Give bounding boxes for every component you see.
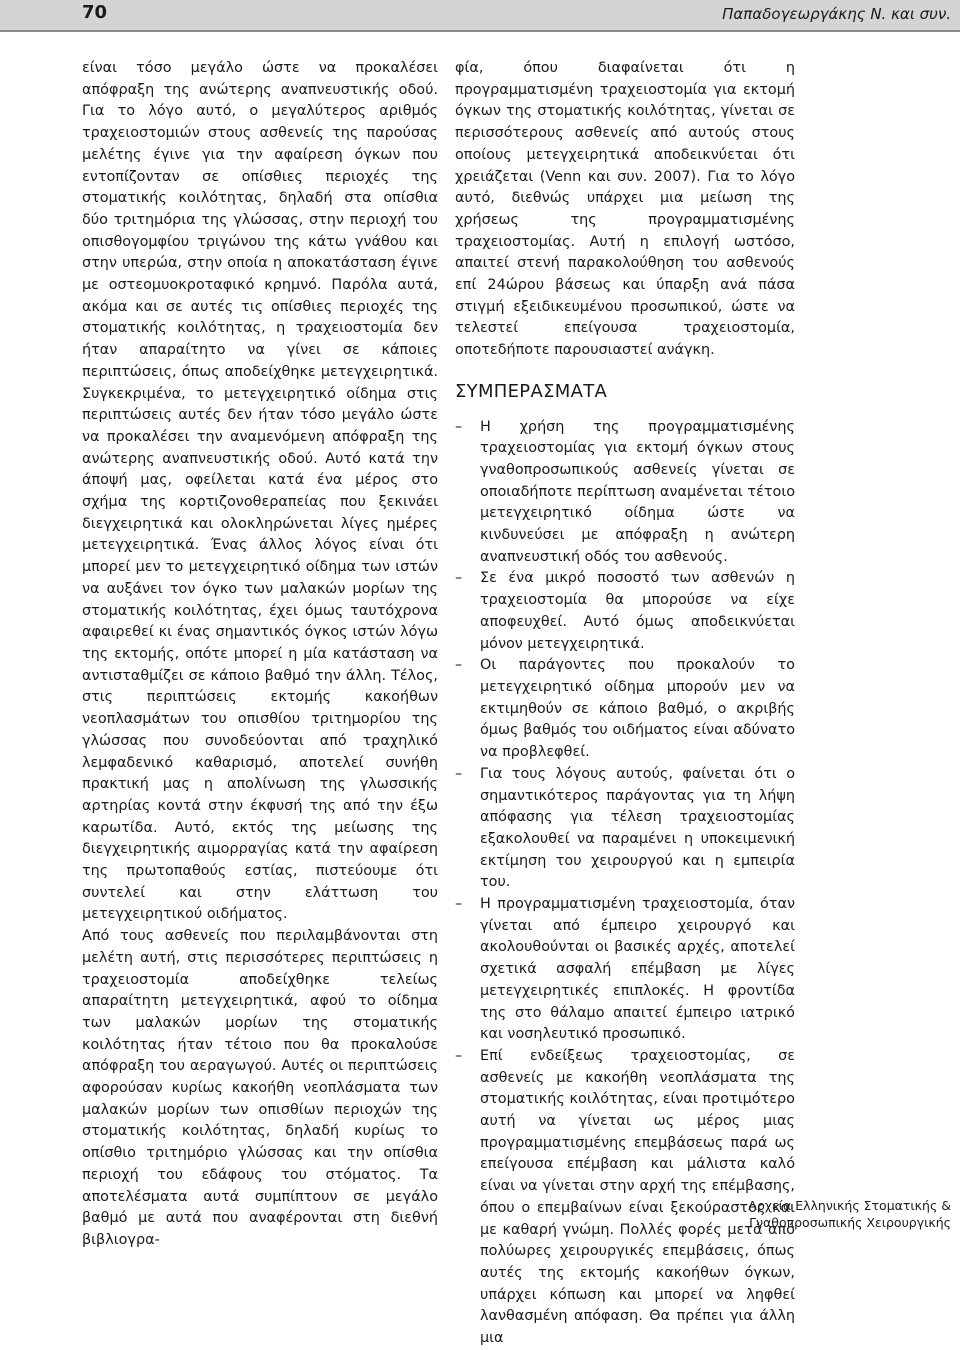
- conclusion-item: [455, 655, 795, 764]
- running-head: Παπαδογεωργάκης Ν. και συν.: [722, 5, 951, 23]
- conclusions-list: [455, 417, 795, 1350]
- conclusion-text: Για τους λόγους αυτούς, φαίνεται ότι ο σημαντικότερος παράγοντας για τη λήψη απόφασης για τέλεση τραχειοστομίας εξακολουθεί να παραμένει η υποκειμενική εκτίμηση του χειρουργού και η εμπειρία του.: [480, 765, 795, 891]
- journal-name-line-1: Αρχεία Ελληνικής Στοματικής &: [748, 1198, 951, 1213]
- conclusion-item: [455, 417, 795, 569]
- left-column: [82, 58, 438, 1252]
- conclusion-text: Η προγραμματισμένη τραχειοστομία, όταν γίνεται από έμπειρο χειρουργό και ακολουθούνται οι βασικές αρχές, αποτελεί σχετικά ασφαλή επέμβαση με λίγες μετεγχειρητικές επιπλοκές. Η φροντίδα της στο θάλαμο απαιτεί έμπειρο ιατρικό και νοσηλευτικό προσωπικό.: [480, 896, 795, 1043]
- right-column: [455, 58, 795, 1350]
- conclusion-text: Η χρήση της προγραμματισμένης τραχειοστομίας για εκτομή όγκων στους γναθοπροσωπικούς ασθενείς γίνεται σε οποιαδήποτε περίπτωση αναμένεται τέτοιο μετεγχειρητικό οίδημα ώστε να κινδυνεύσει με απόφραξη η ανώτερη αναπνευστική οδός του ασθενούς.: [480, 418, 795, 565]
- journal-footer: [748, 1197, 951, 1231]
- body-paragraph: Από τους ασθενείς που περιλαμβάνονται στη μελέτη αυτή, στις περισσότερες περιπτώσεις η τραχειοστομία αποδείχθηκε τελείως απαραίτητη μετεγχειρητικά, αφού το οίδημα των μαλακών μορίων της στοματικής κοιλότητας ήταν τέτοιο που θα προκαλούσε απόφραξη του αεραγωγού. Αυτές οι περιπτώσεις αφορούσαν κυρίως κακοήθη νεοπλάσματα των μαλακών μορίων των οπισθίων περιοχών της στοματικής κοιλότητας, δηλαδή κυρίως το οπίσθιο τριτημόριο γλώσσας και την οπίσθια περιοχή του εδάφους του στόματος. Τα αποτελέσματα αυτά συμπίπτουν σε μεγάλο βαθμό με αυτά που αναφέρονται στη διεθνή βιβλιογρα-: [82, 928, 438, 1248]
- conclusion-text: Επί ενδείξεως τραχειοστομίας, σε ασθενείς με κακοήθη νεοπλάσματα της στοματικής κοιλότητας, είναι προτιμότερο αυτή να γίνεται ως μέρος μιας προγραμματισμένης επεμβάσεως παρά ως επείγουσα επέμβαση και μάλιστα καλό είναι να γίνεται στην αρχή της επέμβασης, όπου ο επεμβαίνων είναι ξεκούραστος και με καθαρή γνώμη. Πολλές φορές μετά από πολύωρες χειρουργικές επεμβάσεις, όπως αυτές της εκτομής κακοήθων όγκων, υπάρχει κόπωση και μπορεί να ληφθεί λανθασμένη απόφαση. Θα πρέπει για άλλη μια: [480, 1047, 795, 1347]
- conclusion-item: [455, 568, 795, 655]
- page-header-bar: [0, 0, 960, 32]
- conclusion-text: Οι παράγοντες που προκαλούν το μετεγχειρητικό οίδημα μπορούν μεν να εκτιμηθούν σε κάποιο βαθμό, ο ακριβής όμως βαθμός του οιδήματος είναι αδύνατο να προβλεφθεί.: [480, 657, 795, 761]
- dash-bullet: –: [455, 418, 463, 435]
- body-paragraph: είναι τόσο μεγάλο ώστε να προκαλέσει απόφραξη της ανώτερης αναπνευστικής οδού. Για το λόγο αυτό, ο μεγαλύτερος αριθμός τραχειοστομιών στους ασθενείς της παρούσας μελέτης έγινε για την αφαίρεση όγκων που εντοπίζονταν σε οπίσθιες περιοχές της στοματικής κοιλότητας, δηλαδή στα οπίσθια δύο τριτημόρια της γλώσσας, στην περιοχή του οπισθογομφίου τριγώνου της κάτω γνάθου και στην υπερώα, στην οποία η αποκατάσταση έγινε με οστεομυοκροταφικό κρημνό. Παρόλα αυτά, ακόμα και σε αυτές τις οπίσθιες περιοχές της στοματικής κοιλότητας, η τραχειοστομία δεν ήταν απαραίτητο να γίνει σε κάποιες περιπτώσεις, όπως αποδείχθηκε μετεγχειρητικά. Συγκεκριμένα, το μετεγχειρητικό οίδημα στις περιπτώσεις αυτές δεν ήταν τόσο μεγάλο ώστε να προκαλέσει την αναμενόμενη απόφραξη της ανώτερης αναπνευστικής οδού. Αυτό κατά την άποψή μας, οφείλεται κατά ένα μέρος στο σχήμα της κορτιζονοθεραπείας που ξεκινάει διεγχειρητικά και ολοκληρώνεται λίγες ημέρες μετεγχειρητικά. Ένας άλλος λόγος είναι ότι μπορεί μεν το μετεγχειρητικό οίδημα των ιστών να αυξάνει τον όγκο των μαλακών μορίων της στοματικής κοιλότητας, έχει όμως ταυτόχρονα αφαιρεθεί κι ένας σημαντικός όγκος ιστών λόγω της εκτομής, οπότε μπορεί η μία κατάσταση να αντισταθμίζει σε κάποιο βαθμό την άλλη. Τέλος, στις περιπτώσεις εκτομής κακοήθων νεοπλασμάτων του οπισθίου τριτημορίου της γλώσσας που συνοδεύονται από τραχηλικό λεμφαδενικό καθαρισμό, αποτελεί συνήθη πρακτική μας η απολίνωση της γλωσσικής αρτηρίας κοντά στην έκφυσή της από την έξω καρωτίδα. Αυτό, εκτός της μείωσης της διεγχειρητικής αιμορραγίας κατά την αφαίρεση της πρωτοπαθούς εστίας, πιστεύουμε ότι συντελεί και στην ελάττωση του μετεγχειρητικού οιδήματος.: [82, 60, 438, 923]
- dash-bullet: –: [455, 657, 463, 674]
- dash-bullet: –: [455, 1047, 463, 1064]
- conclusion-item: [455, 1046, 795, 1350]
- conclusion-item: [455, 894, 795, 1046]
- body-paragraph: φία, όπου διαφαίνεται ότι η προγραμματισμένη τραχειοστομία για εκτομή όγκων της στοματικής κοιλότητας, γίνεται σε περισσότερους ασθενείς από αυτούς στους οποίους μετεγχειρητικά αποδεικνύεται ότι χρειάζεται (Venn και συν. 2007). Για το λόγο αυτό, διεθνώς υπάρχει μια μείωση της χρήσεως της προγραμματισμένης τραχειοστομίας. Αυτή η επιλογή ωστόσο, απαιτεί στενή παρακολούθηση του ασθενούς επί 24ώρου βάσεως και ύπαρξη ανά πάσα στιγμή εξειδικευμένου προσωπικού, ώστε να τελεστεί επείγουσα τραχειοστομία, οποτεδήποτε παρουσιαστεί ανάγκη.: [455, 60, 795, 359]
- page-number: 70: [82, 2, 108, 23]
- dash-bullet: –: [455, 765, 463, 782]
- journal-name-line-2: Γναθοπροσωπικής Χειρουργικής: [749, 1215, 951, 1230]
- dash-bullet: –: [455, 896, 463, 913]
- dash-bullet: –: [455, 570, 463, 587]
- conclusion-item: [455, 764, 795, 894]
- section-title-conclusions: ΣΥΜΠΕΡΑΣΜΑΤΑ: [455, 380, 608, 402]
- conclusion-text: Σε ένα μικρό ποσοστό των ασθενών η τραχειοστομία θα μπορούσε να είχε αποφευχθεί. Αυτό όμως αποδεικνύεται μόνον μετεγχειρητικά.: [480, 570, 795, 652]
